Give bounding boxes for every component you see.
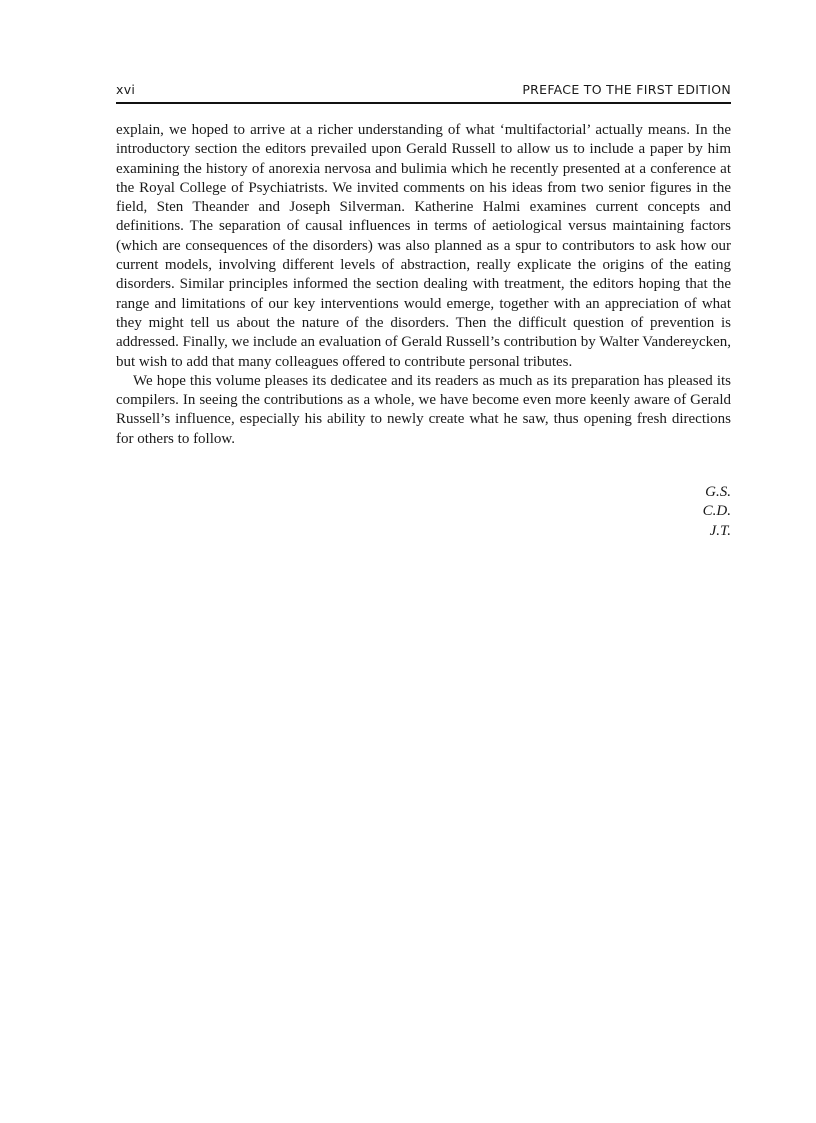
page-number: xvi [116, 82, 136, 97]
signature-block [703, 483, 731, 541]
page-header [116, 80, 731, 104]
body-text [116, 121, 731, 449]
signature-initials: C.D. [702, 503, 731, 520]
paragraph: explain, we hoped to arrive at a richer understanding of what ‘multifactorial’ actually means. In the introductory section the editors prevailed upon Gerald Russell to allow us to include a paper by him examining the history of anorexia nervosa and bulimia which he recently presented at a conference at the Royal College of Psychiatrists. We invited comments on his ideas from two senior figures in the field, Sten Theander and Joseph Silverman. Katherine Halmi examines current concepts and definitions. The separation of causal influences in terms of aetiological versus maintaining factors (which are consequences of the disorders) was also planned as a spur to contributors to ask how our current models, involving different levels of abstraction, really explicate the origins of the eating disorders. Similar principles informed the section dealing with treatment, the editors hoping that the range and limitations of our key interventions would emerge, together with an appreciation of what they might tell us about the nature of the disorders. Then the difficult question of prevention is addressed. Finally, we include an evaluation of Gerald Russell’s contribution by Walter Vandereycken, but wish to add that many colleagues offered to contribute personal tributes. [116, 122, 732, 370]
signature-initials: G.S. [705, 484, 731, 500]
paragraph: We hope this volume pleases its dedicatee and its readers as much as its preparation has pleased its compilers. In seeing the contributions as a whole, we have become even more keenly aware of Gerald Russell’s influence, especially his ability to newly create what he saw, thus opening fresh directions for others to follow. [116, 372, 731, 447]
signature-initials: J.T. [709, 522, 731, 539]
running-head: PREFACE TO THE FIRST EDITION [522, 82, 731, 97]
